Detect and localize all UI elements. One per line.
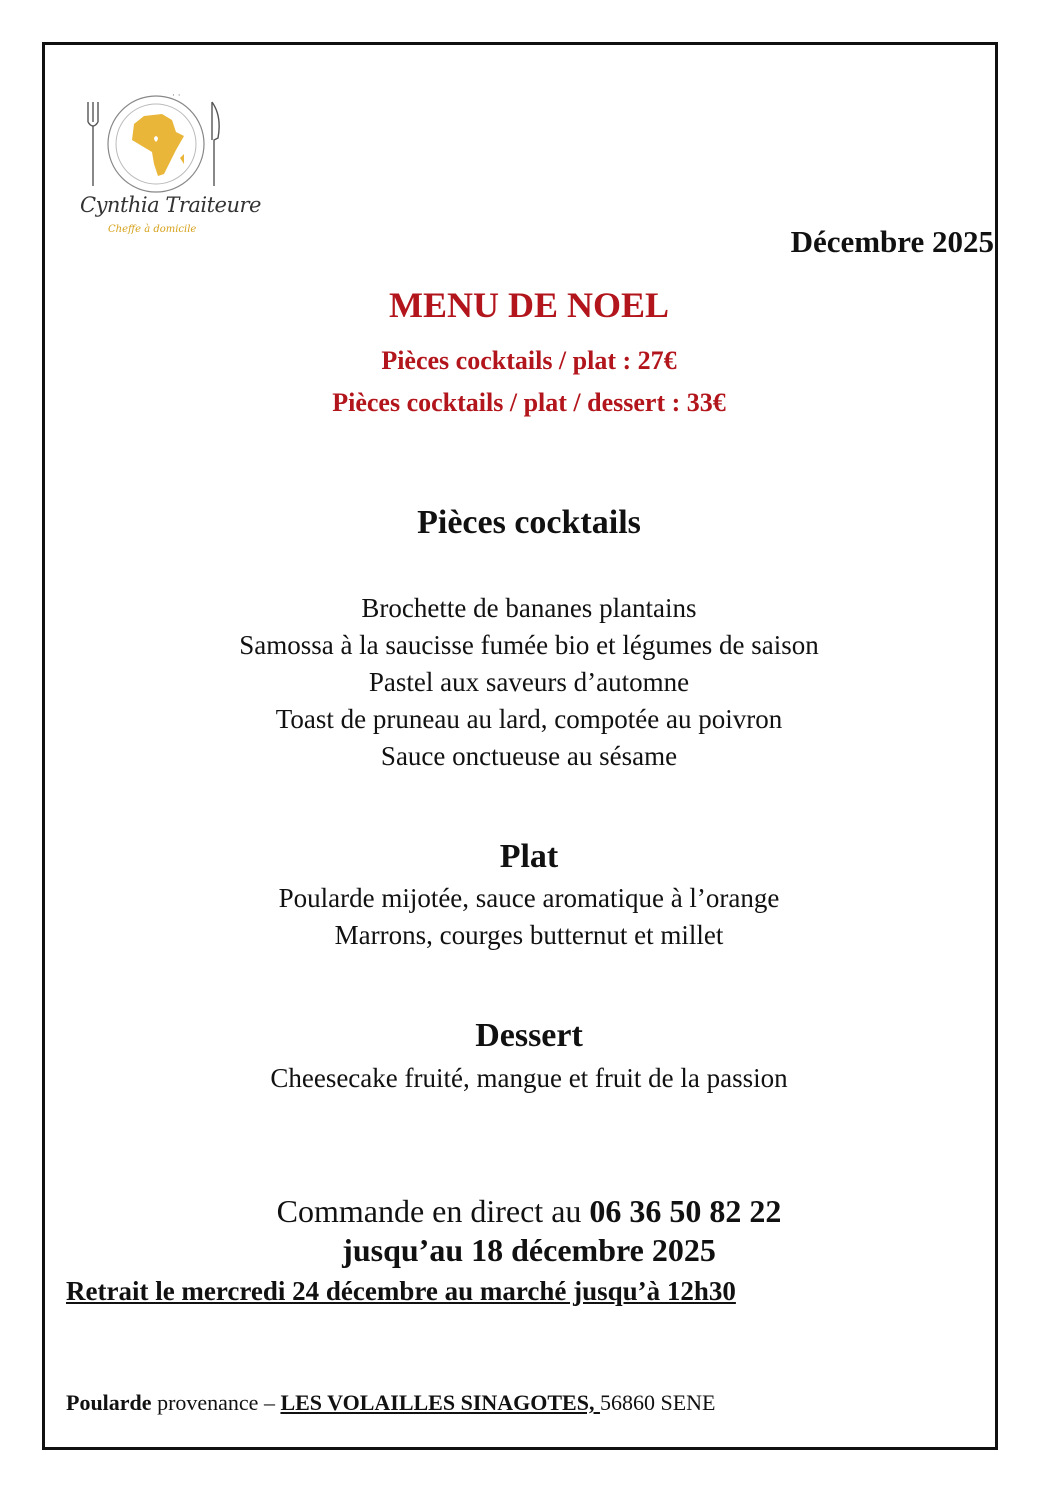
list-item: Pastel aux saveurs d’automne bbox=[368, 667, 690, 697]
dessert-list bbox=[0, 1060, 1058, 1097]
section-heading-dessert: Dessert bbox=[475, 1017, 583, 1054]
list-item: Samossa à la saucisse fumée bio et légumes de saison bbox=[239, 630, 819, 660]
brand-name: Cynthia Traiteure bbox=[80, 193, 261, 217]
list-item: Toast de pruneau au lard, compotée au poivron bbox=[275, 704, 783, 734]
page-title: MENU DE NOEL bbox=[388, 285, 670, 325]
brand-tagline: Cheffe à domicile bbox=[108, 224, 197, 235]
origin-supplier: LES VOLAILLES SINAGOTES, bbox=[280, 1390, 600, 1415]
section-heading-cocktails: Pièces cocktails bbox=[417, 504, 641, 541]
plat-list bbox=[0, 880, 1058, 954]
pickup-info: Retrait le mercredi 24 décembre au marché jusqu’à 12h30 bbox=[66, 1276, 736, 1306]
origin-text: provenance – bbox=[151, 1390, 281, 1415]
list-item: Marrons, courges butternut et millet bbox=[334, 920, 724, 950]
menu-date: Décembre 2025 bbox=[790, 224, 994, 259]
knife-icon bbox=[212, 102, 219, 186]
logo-graphic bbox=[72, 88, 242, 198]
list-item: Brochette de bananes plantains bbox=[361, 593, 697, 623]
order-line bbox=[0, 1193, 1058, 1230]
cocktails-list bbox=[0, 590, 1058, 775]
list-item: Cheesecake fruité, mangue et fruit de la passion bbox=[270, 1063, 788, 1093]
price-line: Pièces cocktails / plat : 27€ bbox=[381, 346, 677, 375]
order-prefix: Commande en direct au bbox=[276, 1193, 590, 1229]
logo bbox=[72, 88, 261, 258]
list-item: Sauce onctueuse au sésame bbox=[380, 741, 678, 771]
phone-number: 06 36 50 82 22 bbox=[589, 1193, 782, 1229]
price-line: Pièces cocktails / plat / dessert : 33€ bbox=[332, 388, 726, 417]
fork-icon bbox=[88, 102, 98, 186]
origin-line bbox=[66, 1390, 715, 1416]
origin-label: Poularde bbox=[66, 1390, 152, 1415]
section-heading-plat: Plat bbox=[499, 838, 559, 875]
africa-map-icon bbox=[132, 114, 184, 176]
list-item: Poularde mijotée, sauce aromatique à l’orange bbox=[278, 883, 780, 913]
origin-location: 56860 SENE bbox=[599, 1390, 716, 1415]
order-deadline: jusqu’au 18 décembre 2025 bbox=[342, 1232, 716, 1268]
svg-text:· ·: · · bbox=[172, 91, 181, 101]
